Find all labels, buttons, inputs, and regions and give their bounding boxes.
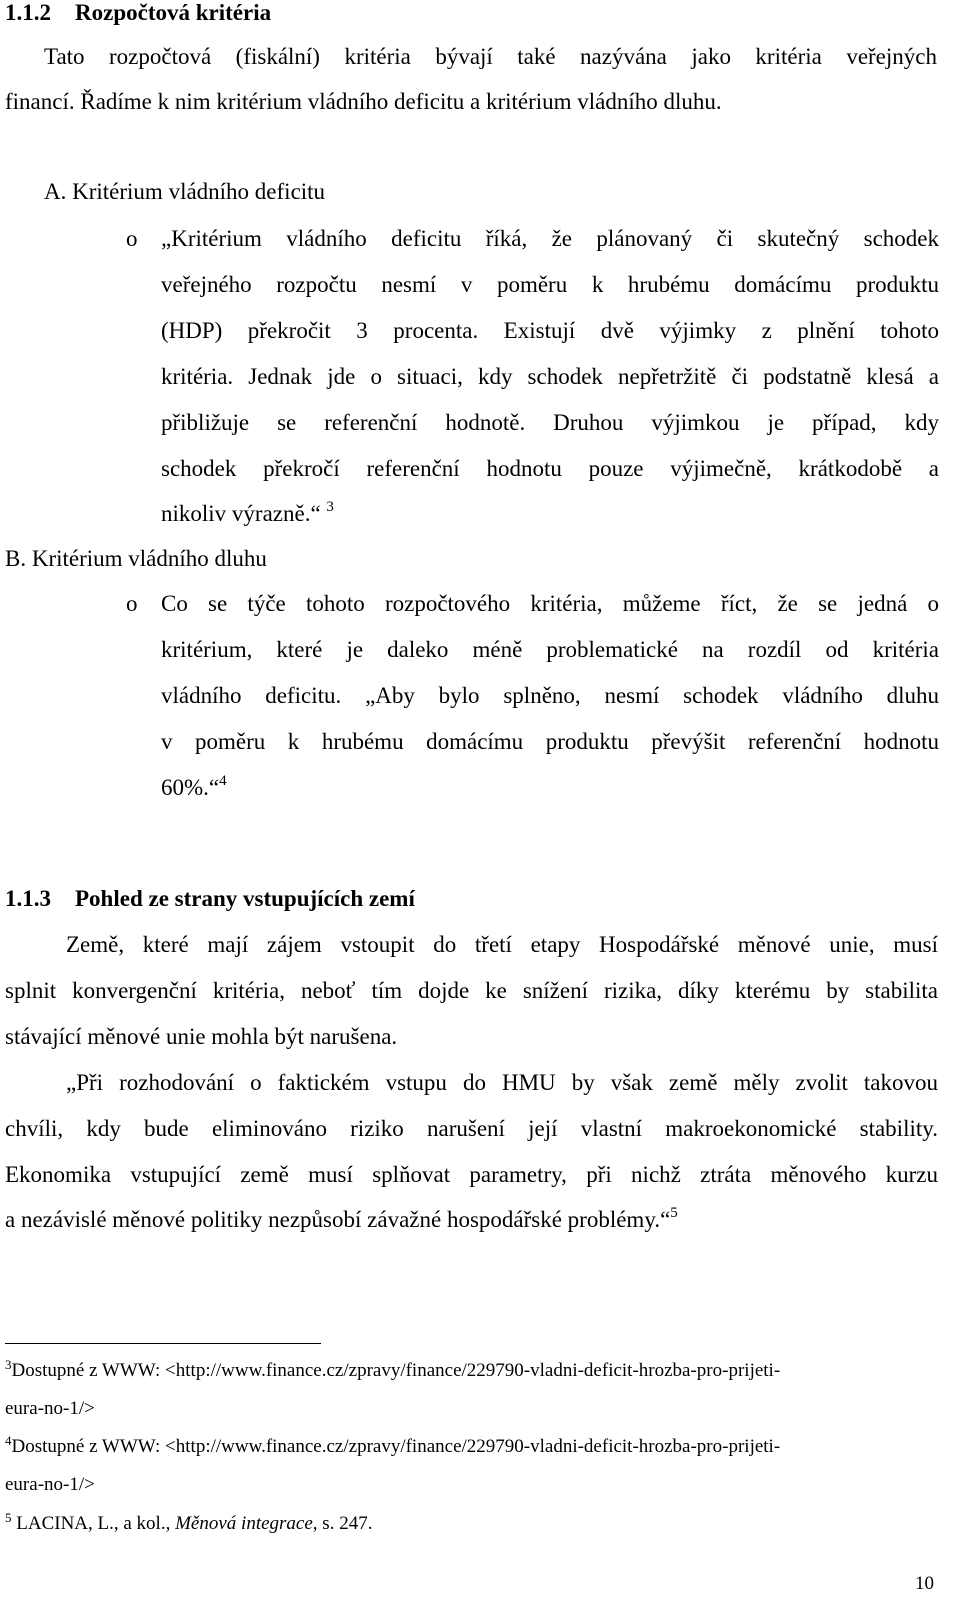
para1-line-2: splnit konvergenční kritéria, neboť tím dojde ke snížení rizika, díky kterému by stabilita [5,978,938,1003]
section-title: Pohled ze strany vstupujících zemí [75,886,415,911]
item-b-line-1: Co se týče tohoto rozpočtového kritéria, můžeme říct, že se jedná o [161,591,939,616]
section-number: 1.1.3 [5,886,51,911]
item-b-quote-end: 60%.“ [161,775,220,800]
item-b-marker: B. [5,546,27,571]
item-a-title: Kritérium vládního deficitu [72,179,326,204]
item-a-line-6: schodek překročí referenční hodnotu pouze výjimečně, krátkodobě a [161,456,939,481]
para1-line-1: Země, které mají zájem vstoupit do třetí etapy Hospodářské měnové unie, musí [66,932,938,957]
para1-line-3: stávající měnové unie mohla být narušena. [5,1024,398,1049]
footnote-text: LACINA, L., a kol., [16,1513,176,1534]
bullet-o-icon: o [126,591,138,616]
item-b-line-3: vládního deficitu. „Aby bylo splněno, nesmí schodek vládního dluhu [161,683,939,708]
item-a-line-1: „Kritérium vládního deficitu říká, že plánovaný či skutečný schodek [161,226,939,251]
item-a-line-2: veřejného rozpočtu nesmí v poměru k hrubému domácímu produktu [161,272,939,297]
footnote-text: Dostupné z WWW: <http://www.finance.cz/zpravy/finance/229790-vladni-deficit-hrozba-pro-prijeti- [11,1436,781,1457]
footnote-3 [5,1357,781,1382]
footnote-separator [5,1343,321,1344]
intro-line-1: Tato rozpočtová (fiskální) kritéria bývají také nazývána jako kritéria veřejných [44,44,937,69]
footnote-italic-title: Měnová integrace [175,1513,313,1534]
item-a-line-3: (HDP) překročit 3 procenta. Existují dvě výjimky z plnění tohoto [161,318,939,343]
para2-line-1: „Při rozhodování o faktickém vstupu do HMU by však země měly zvolit takovou [66,1070,938,1095]
para2-quote-end: a nezávislé měnové politiky nezpůsobí závažné hospodářské problémy.“ [5,1207,671,1232]
footnote-ref-4: 4 [219,773,227,789]
para2-line-4 [5,1207,678,1233]
footnote-ref-3: 3 [326,499,334,515]
footnote-text: Dostupné z WWW: <http://www.finance.cz/zpravy/finance/229790-vladni-deficit-hrozba-pro-prijeti- [11,1360,781,1381]
intro-line-2: financí. Řadíme k nim kritérium vládního deficitu a kritérium vládního dluhu. [5,89,722,114]
footnote-3-cont: eura-no-1/> [5,1398,95,1419]
footnote-ref-5: 5 [670,1205,678,1221]
item-a-marker: A. [44,179,67,204]
footnote-4-cont: eura-no-1/> [5,1474,95,1495]
section-heading-1-1-2 [5,0,271,26]
footnote-4 [5,1433,781,1458]
bullet-o-icon: o [126,226,138,251]
section-number: 1.1.2 [5,0,51,25]
item-b-heading [5,546,267,572]
item-b-line-2: kritérium, které je daleko méně problematické na rozdíl od kritéria [161,637,939,662]
item-a-quote-end: nikoliv výrazně.“ [161,501,321,526]
footnote-number: 5 [5,1510,12,1525]
item-a-line-7 [161,501,334,527]
footnote-number: 4 [5,1433,12,1448]
page-number: 10 [915,1573,934,1594]
para2-line-2: chvíli, kdy bude eliminováno riziko narušení její vlastní makroekonomické stability. [5,1116,938,1141]
item-a-line-5: přibližuje se referenční hodnotě. Druhou výjimkou je případ, kdy [161,410,939,435]
footnote-number: 3 [5,1357,12,1372]
footnote-suffix: , s. 247. [312,1513,373,1534]
item-a-line-4: kritéria. Jednak jde o situaci, kdy schodek nepřetržitě či podstatně klesá a [161,364,939,389]
item-b-line-5 [161,775,227,801]
item-a-heading [44,179,325,205]
para2-line-3: Ekonomika vstupující země musí splňovat parametry, při nichž ztráta měnového kurzu [5,1162,938,1187]
section-title: Rozpočtová kritéria [75,0,272,25]
item-b-title: Kritérium vládního dluhu [31,546,267,571]
item-b-line-4: v poměru k hrubému domácímu produktu převýšit referenční hodnotu [161,729,939,754]
footnote-5 [5,1510,373,1535]
section-heading-1-1-3 [5,886,415,912]
